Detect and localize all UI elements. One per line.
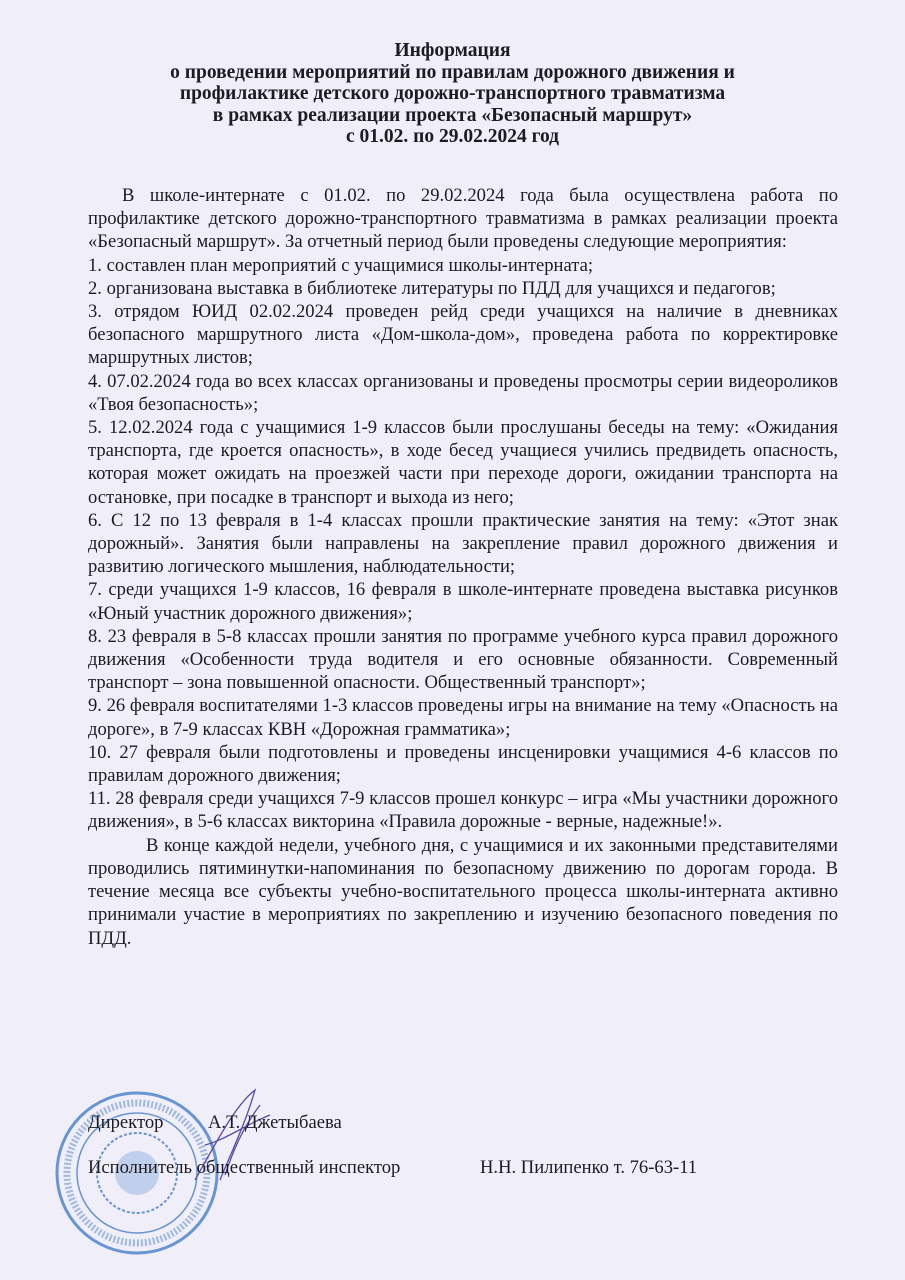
intro-paragraph: В школе-интернате с 01.02. по 29.02.2024 года была осуществлена работа по профилактике детского дорожно-транспортного травматизма в рамках реализации проекта «Безопасный маршрут». За отчетный период были проведены следующие мероприятия: (88, 185, 838, 253)
executor-name: Н.Н. Пилипенко т. 76-63-11 (480, 1157, 698, 1178)
list-item: 7. среди учащихся 1-9 классов, 16 февраля в школе-интернате проведена выставка рисунков «Юный участник дорожного движения»; (88, 579, 838, 624)
director-name: А.Т. Джетыбаева (208, 1112, 342, 1133)
director-signature-line (88, 1112, 342, 1134)
title-line: Информация (394, 40, 511, 61)
list-item: 8. 23 февраля в 5-8 классах прошли занятия по программе учебного курса правил дорожного движения «Особенности труда водителя и его основные обязанности. Современный транспорт – зона повышенной опасности. Общественный транспорт»; (88, 625, 838, 694)
executor-signature-line (88, 1157, 698, 1179)
document-title (0, 40, 905, 148)
document-body (88, 184, 838, 950)
title-line: с 01.02. по 29.02.2024 год (345, 126, 560, 147)
title-line: в рамках реализации проекта «Безопасный маршрут» (212, 104, 693, 126)
list-item: 3. отрядом ЮИД 02.02.2024 проведен рейд среди учащихся на наличие в дневниках безопасного маршрутного листа «Дом-школа-дом», проведена работа по корректировке маршрутных листов; (88, 301, 838, 369)
list-item: 4. 07.02.2024 года во всех классах организованы и проведены просмотры серии видеороликов «Твоя безопасность»; (88, 370, 838, 415)
list-item: 1. составлен план мероприятий с учащимися школы-интерната; (88, 254, 593, 276)
list-item: 6. С 12 по 13 февраля в 1-4 классах прошли практические занятия на тему: «Этот знак дорожный». Занятия были направлены на закрепление правил дорожного движения и развитию логического мышления, наблюдательности; (88, 509, 838, 578)
list-item: 5. 12.02.2024 года с учащимися 1-9 классов были прослушаны беседы на тему: «Ожидания транспорта, где кроется опасность», в ходе бесед учащиеся учились предвидеть опасность, которая может ожидать на проезжей части при переходе дороги, ожидании транспорта на остановке, при посадке в транспорт и выхода из него; (88, 417, 838, 508)
director-title: Директор (88, 1112, 164, 1133)
conclusion-paragraph: В конце каждой недели, учебного дня, с учащимися и их законными представителями проводились пятиминутки-напоминания по безопасному движению по дорогам города. В течение месяца все субъекты учебно-воспитательного процесса школы-интерната активно принимали участие в мероприятиях по закреплению и изучению безопасного поведения по ПДД. (88, 834, 838, 949)
title-line: профилактике детского дорожно-транспортного травматизма (179, 83, 726, 104)
list-item: 9. 26 февраля воспитателями 1-3 классов проведены игры на внимание на тему «Опасность на дороге», в 7-9 классах КВН «Дорожная грамматика»; (88, 695, 838, 740)
executor-title: Исполнитель общественный инспектор (88, 1157, 401, 1178)
list-item: 11. 28 февраля среди учащихся 7-9 классов прошел конкурс – игра «Мы участники дорожного движения», в 5-6 классах викторина «Правила дорожные - верные, надежные!». (88, 788, 838, 833)
title-line: о проведении мероприятий по правилам дорожного движения и (170, 61, 735, 83)
list-item: 10. 27 февраля были подготовлены и проведены инсценировки учащимися 4-6 классов по правилам дорожного движения; (88, 741, 838, 787)
list-item: 2. организована выставка в библиотеке литературы по ПДД для учащихся и педагогов; (88, 277, 776, 299)
